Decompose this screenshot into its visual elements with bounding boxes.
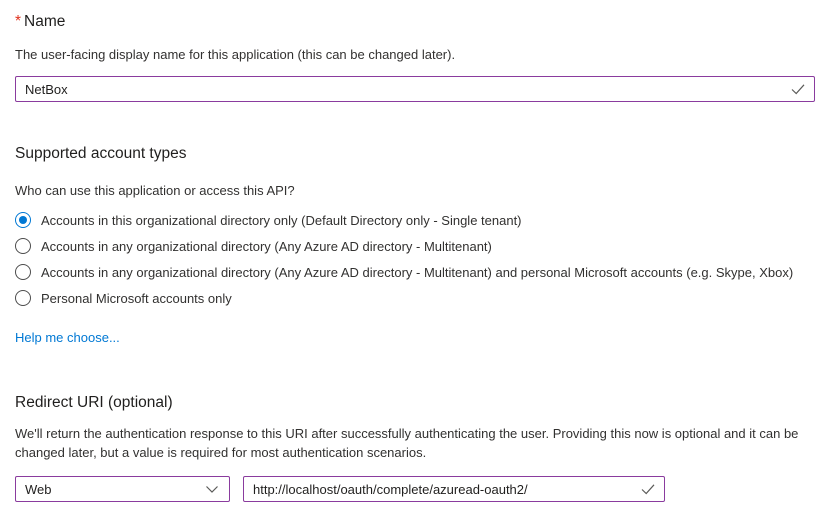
name-section-title (15, 12, 815, 31)
help-me-choose-link[interactable]: Help me choose... (15, 330, 120, 345)
name-description: The user-facing display name for this application (this can be changed later). (15, 47, 456, 62)
account-type-option-label: Accounts in any organizational directory (Any Azure AD directory - Multitenant) (41, 238, 492, 254)
required-asterisk: * (15, 13, 22, 30)
account-type-option-multitenant-personal[interactable] (15, 259, 815, 285)
radio-button-icon (15, 264, 31, 280)
chevron-down-icon (204, 481, 220, 497)
redirect-uri-title: Redirect URI (optional) (15, 394, 173, 411)
uri-field-wrap (243, 476, 665, 502)
name-field-wrap (15, 76, 815, 102)
redirect-uri-section (15, 393, 815, 502)
account-type-option-label: Accounts in any organizational directory (Any Azure AD directory - Multitenant) and personal Microsoft accounts (e.g. Skype, Xbox) (41, 264, 794, 280)
account-type-options (15, 207, 815, 311)
radio-button-icon (15, 238, 31, 254)
platform-select[interactable] (15, 476, 230, 502)
account-type-option-personal-only[interactable] (15, 285, 815, 311)
radio-button-icon (15, 290, 31, 306)
account-type-option-label: Personal Microsoft accounts only (41, 290, 232, 306)
account-types-question: Who can use this application or access this API? (15, 183, 295, 198)
account-type-option-multitenant[interactable] (15, 233, 815, 259)
redirect-uri-input[interactable] (243, 476, 665, 502)
account-types-section (15, 144, 815, 347)
account-types-title: Supported account types (15, 145, 187, 162)
account-type-option-single-tenant[interactable] (15, 207, 815, 233)
name-input[interactable] (15, 76, 815, 102)
platform-select-value: Web (25, 481, 52, 497)
radio-button-icon (15, 212, 31, 228)
name-title-text: Name (24, 13, 66, 30)
redirect-uri-row (15, 476, 815, 502)
account-type-option-label: Accounts in this organizational directory only (Default Directory only - Single tenant) (41, 212, 522, 228)
redirect-uri-description: We'll return the authentication response to this URI after successfully authenticating the user. Providing this now is optional and it can be changed later, but a value is required for most authentication scenarios. (15, 426, 799, 460)
